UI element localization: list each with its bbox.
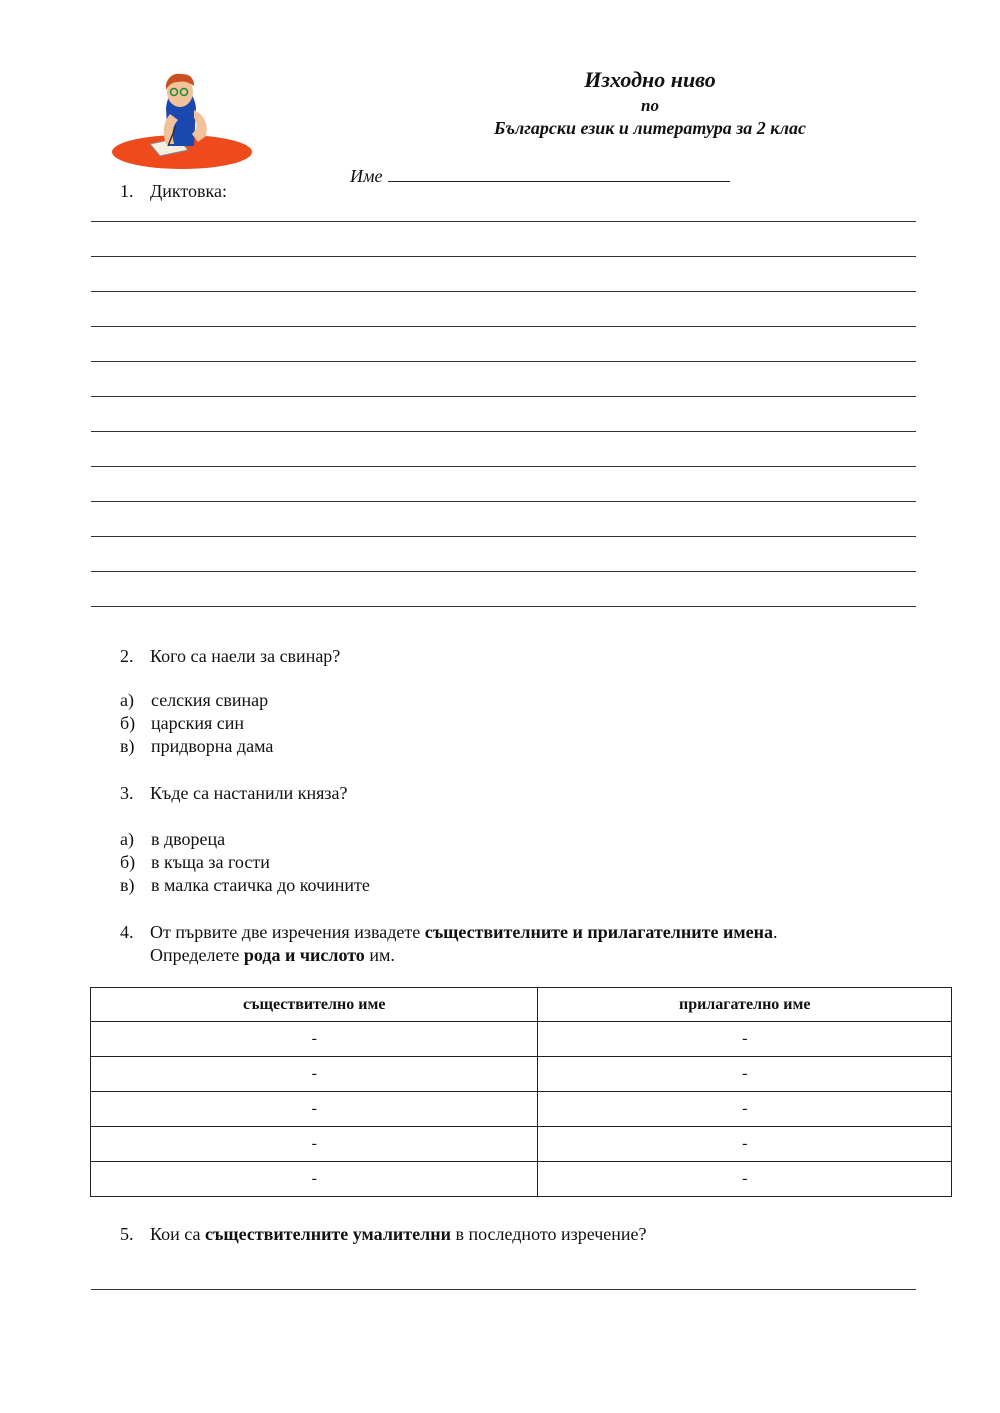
question-4-number: 4.	[120, 922, 134, 942]
question-4-text: им.	[364, 945, 395, 965]
table-cell[interactable]: -	[91, 1127, 538, 1162]
writing-line[interactable]	[91, 396, 916, 397]
question-3-option-c[interactable]	[120, 874, 370, 897]
option-text: царския син	[151, 713, 245, 733]
column-header: съществително име	[91, 988, 538, 1022]
option-letter: в)	[120, 875, 135, 895]
table-row	[91, 1022, 952, 1057]
page-subtitle-subject: Български език и литература за 2 клас	[494, 117, 806, 138]
option-letter: в)	[120, 736, 135, 756]
writing-line[interactable]	[91, 536, 916, 537]
writing-line[interactable]	[91, 326, 916, 327]
writing-line[interactable]	[91, 361, 916, 362]
option-text: в малка стаичка до кочините	[151, 875, 370, 895]
table-row	[91, 1127, 952, 1162]
question-3-text: Къде са настанили княза?	[150, 783, 348, 803]
question-4-line-2	[150, 944, 395, 967]
question-5-text: в последното изречение?	[450, 1224, 647, 1244]
question-4-punct: .	[772, 922, 778, 942]
question-5-text: Кои са	[150, 1224, 205, 1244]
question-2-text: Кого са наели за свинар?	[150, 646, 341, 666]
name-label: Име	[350, 166, 383, 186]
page-subtitle-by: по	[641, 95, 659, 115]
table-cell[interactable]: -	[91, 1092, 538, 1127]
table-cell[interactable]: -	[91, 1162, 538, 1197]
column-header: прилагателно име	[538, 988, 952, 1022]
table-cell[interactable]: -	[538, 1162, 952, 1197]
nouns-table	[90, 987, 952, 1197]
question-5	[120, 1223, 647, 1246]
question-2	[120, 645, 340, 668]
question-5-emphasis: съществителните умалителни	[204, 1224, 451, 1244]
option-letter: б)	[120, 713, 136, 733]
writing-line[interactable]	[91, 221, 916, 222]
question-4-text: От първите две изречения извадете	[150, 922, 425, 942]
writing-line[interactable]	[91, 571, 916, 572]
writing-line[interactable]	[91, 501, 916, 502]
table-row	[91, 1162, 952, 1197]
answer-line[interactable]	[91, 1289, 916, 1290]
title-block	[420, 66, 880, 140]
table-row	[91, 1057, 952, 1092]
option-text: в къща за гости	[151, 852, 270, 872]
table-cell[interactable]: -	[538, 1092, 952, 1127]
question-4	[120, 921, 777, 944]
question-1	[120, 180, 227, 203]
table-cell[interactable]: -	[91, 1057, 538, 1092]
student-writing-icon	[110, 70, 260, 172]
question-2-number: 2.	[120, 646, 134, 666]
option-text: в двореца	[151, 829, 226, 849]
table-cell[interactable]: -	[538, 1022, 952, 1057]
option-letter: а)	[120, 690, 134, 710]
question-1-text: Диктовка:	[150, 181, 228, 201]
writing-line[interactable]	[91, 431, 916, 432]
question-2-option-c[interactable]	[120, 735, 273, 758]
table-cell[interactable]: -	[538, 1127, 952, 1162]
option-letter: а)	[120, 829, 134, 849]
question-3-option-b[interactable]	[120, 851, 270, 874]
table-row	[91, 1092, 952, 1127]
table-header-row	[91, 988, 952, 1022]
question-4-text: Определете	[150, 945, 244, 965]
option-letter: б)	[120, 852, 136, 872]
question-5-number: 5.	[120, 1224, 134, 1244]
question-4-emphasis: съществителните и прилагателните имена	[424, 922, 773, 942]
table-cell[interactable]: -	[91, 1022, 538, 1057]
writing-line[interactable]	[91, 291, 916, 292]
question-3-option-a[interactable]	[120, 828, 225, 851]
question-3	[120, 782, 347, 805]
question-4-emphasis: рода и числото	[243, 945, 365, 965]
question-3-number: 3.	[120, 783, 134, 803]
option-text: придворна дама	[151, 736, 274, 756]
writing-line[interactable]	[91, 606, 916, 607]
table-cell[interactable]: -	[538, 1057, 952, 1092]
name-row	[350, 163, 730, 187]
question-2-option-b[interactable]	[120, 712, 244, 735]
writing-line[interactable]	[91, 466, 916, 467]
question-1-number: 1.	[120, 181, 134, 201]
writing-line[interactable]	[91, 256, 916, 257]
question-2-option-a[interactable]	[120, 689, 268, 712]
name-field[interactable]	[388, 163, 730, 182]
option-text: селския свинар	[151, 690, 269, 710]
page-title: Изходно ниво	[584, 67, 716, 92]
